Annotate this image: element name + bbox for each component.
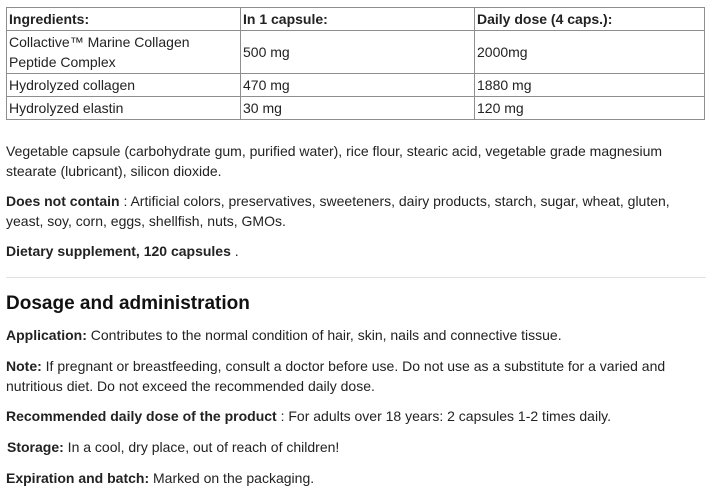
storage-text: In a cool, dry place, out of reach of children! xyxy=(63,439,340,455)
application-text: Contributes to the normal condition of hair, skin, nails and connective tissue. xyxy=(86,327,562,343)
application-paragraph xyxy=(6,325,706,345)
column-header-daily-dose: Daily dose (4 caps.): xyxy=(475,8,705,31)
other-ingredients-text: Vegetable capsule (carbohydrate gum, purified water), rice flour, stearic acid, vegetable grade magnesium stearate (lubricant), silicon dioxide. xyxy=(6,143,663,179)
application-label: Application: xyxy=(6,327,87,343)
note-text: If pregnant or breastfeeding, consult a doctor before use. Do not use as a substitute for a varied and nutritious diet. Do not exceed the recommended daily dose. xyxy=(6,358,666,394)
does-not-contain-paragraph xyxy=(6,191,706,231)
note-paragraph xyxy=(6,356,706,396)
ingredient-name: Hydrolyzed elastin xyxy=(7,97,241,120)
table-row xyxy=(7,97,705,120)
expiration-text: Marked on the packaging. xyxy=(149,470,315,486)
expiration-paragraph xyxy=(6,468,706,488)
column-header-ingredients: Ingredients: xyxy=(7,8,241,31)
ingredient-per-capsule: 500 mg xyxy=(241,31,475,74)
storage-label: Storage: xyxy=(7,439,64,455)
ingredient-per-capsule: 30 mg xyxy=(241,97,475,120)
recommended-dose-label: Recommended daily dose of the product xyxy=(6,408,277,424)
ingredient-name: Hydrolyzed collagen xyxy=(7,74,241,97)
section-divider xyxy=(6,277,706,278)
ingredient-daily: 1880 mg xyxy=(475,74,705,97)
ingredient-name: Collactive™ Marine Collagen Peptide Complex xyxy=(7,31,241,74)
expiration-label: Expiration and batch: xyxy=(6,470,150,486)
ingredient-per-capsule: 470 mg xyxy=(241,74,475,97)
table-row xyxy=(7,74,705,97)
table-header-row xyxy=(7,8,705,31)
recommended-dose-text: : For adults over 18 years: 2 capsules 1-2 times daily. xyxy=(276,408,612,424)
storage-paragraph xyxy=(7,437,706,457)
supplement-tail: . xyxy=(230,243,239,259)
ingredients-table xyxy=(6,7,705,120)
note-label: Note: xyxy=(6,358,42,374)
supplement-paragraph xyxy=(6,241,706,261)
does-not-contain-label: Does not contain xyxy=(6,193,120,209)
ingredient-daily: 2000mg xyxy=(475,31,705,74)
ingredient-daily: 120 mg xyxy=(475,97,705,120)
supplement-label: Dietary supplement, 120 capsules xyxy=(6,243,231,259)
does-not-contain-text: : Artificial colors, preservatives, sweeteners, dairy products, starch, sugar, wheat, gluten, yeast, soy, corn, eggs, shellfish, nuts, GMOs. xyxy=(6,193,670,229)
column-header-per-capsule: In 1 capsule: xyxy=(241,8,475,31)
dosage-title: Dosage and administration xyxy=(6,293,250,314)
recommended-dose-paragraph xyxy=(6,406,706,426)
table-row xyxy=(7,31,705,74)
